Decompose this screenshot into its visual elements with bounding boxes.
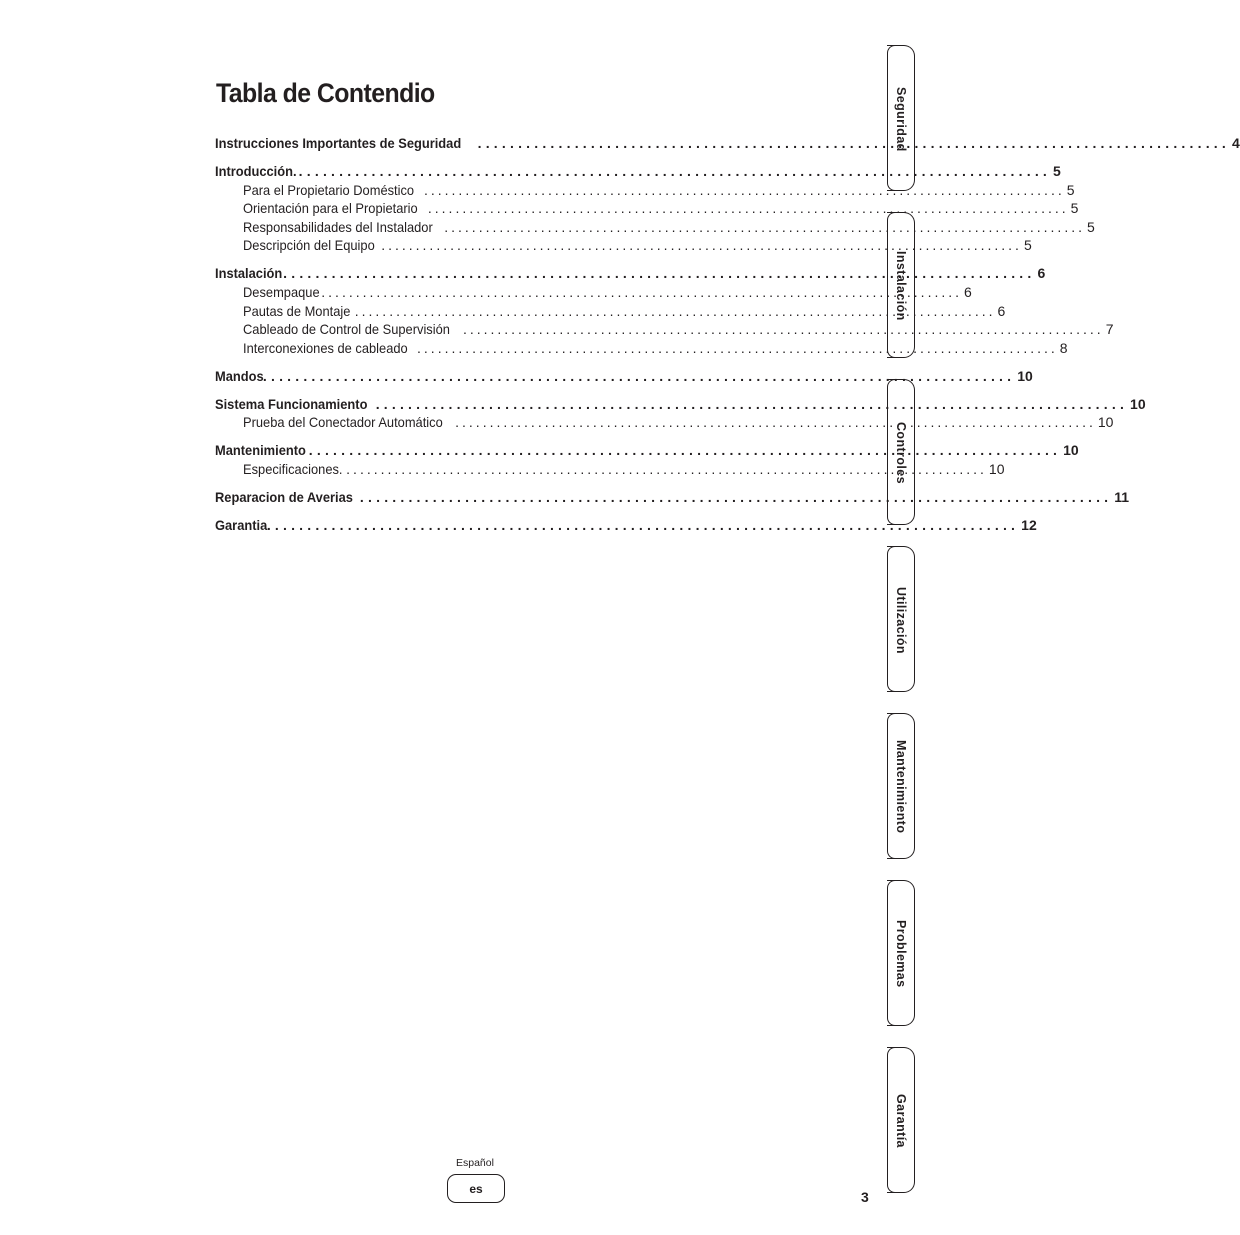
toc-page-number: 5 <box>1066 181 1075 198</box>
side-tab-label: Controles <box>894 422 908 484</box>
page-title: Tabla de Contendio <box>216 78 435 108</box>
toc-entry-label: Cableado de Control de Supervisión <box>243 321 450 338</box>
toc-page-number: 6 <box>964 283 972 300</box>
side-tab-label: Instalación <box>894 251 908 321</box>
toc-page-number: 5 <box>1023 237 1032 254</box>
toc-entry-label: Introducción. <box>215 162 297 179</box>
side-tab-controles[interactable] <box>887 379 915 525</box>
toc-entry-label: Especificaciones. <box>243 460 343 477</box>
toc-subentry[interactable] <box>215 413 1114 432</box>
toc-entry[interactable] <box>215 488 1130 507</box>
toc-subentry[interactable] <box>215 199 1079 218</box>
toc-entry-label: Sistema Funcionamiento <box>215 395 368 412</box>
toc-dot-leader: ............................................................................................. <box>262 367 1016 384</box>
toc-page-number: 10 <box>1017 367 1033 384</box>
toc-entry-label: Orientación para el Propietario <box>243 200 418 217</box>
toc-page-number: 10 <box>1130 395 1146 412</box>
toc-dot-leader: ............................................................................................. <box>298 162 1052 179</box>
toc-entry-label: Desempaque <box>243 283 320 300</box>
toc-entry-label: Garantia <box>215 516 268 533</box>
toc-entry-label: Pautas de Montaje <box>243 302 351 319</box>
toc-entry-label: Responsabilidades del Instalador <box>243 218 433 235</box>
toc-entry[interactable] <box>215 367 1033 386</box>
toc-subentry[interactable] <box>215 460 1005 479</box>
toc-entry-label: Prueba del Conectador Automático <box>243 414 443 431</box>
toc-entry[interactable] <box>215 516 1037 535</box>
page-number: 3 <box>861 1189 869 1205</box>
language-code: es <box>469 1181 483 1196</box>
toc-page-number: 12 <box>1021 516 1037 533</box>
toc-entry[interactable] <box>215 134 1240 153</box>
side-tab-mantenimiento[interactable] <box>887 713 915 859</box>
toc-subentry[interactable] <box>215 339 1068 358</box>
toc-dot-leader: ............................................................................................. <box>346 460 987 477</box>
toc-page-number: 10 <box>1097 414 1114 431</box>
side-tab-label: Problemas <box>894 920 908 988</box>
side-tab-label: Utilización <box>894 586 908 654</box>
side-tab-label: Garantía <box>894 1094 908 1148</box>
side-tab-garantia[interactable] <box>887 1047 915 1193</box>
toc-entry-label: Mantenimiento <box>215 442 306 459</box>
toc-entry[interactable] <box>215 264 1046 283</box>
toc-page-number: 5 <box>1053 162 1061 179</box>
toc-page-number: 7 <box>1105 321 1114 338</box>
toc-entry-label: Mandos <box>215 367 264 384</box>
toc-page-number: 6 <box>997 302 1006 319</box>
language-badge[interactable] <box>447 1174 505 1203</box>
toc-dot-leader: ............................................................................................. <box>266 516 1020 533</box>
language-caption: Español <box>456 1157 494 1169</box>
toc-dot-leader: ............................................................................................. <box>359 488 1113 505</box>
side-tab-instalacion[interactable] <box>887 212 915 358</box>
toc-entry-label: Reparacion de Averias <box>215 488 353 505</box>
toc-page-number: 4 <box>1231 135 1240 151</box>
side-tab-problemas[interactable] <box>887 880 915 1026</box>
toc-dot-leader: ............................................................................................. <box>423 181 1065 198</box>
toc-page-number: 5 <box>1070 200 1079 217</box>
side-tab-utilizacion[interactable] <box>887 546 915 692</box>
toc-dot-leader: ............................................................................................. <box>477 135 1230 151</box>
toc-dot-leader: ............................................................................................. <box>427 200 1069 217</box>
toc-subentry[interactable] <box>215 283 972 302</box>
toc-page-number: 8 <box>1059 339 1068 356</box>
toc-page-number: 10 <box>1063 442 1079 459</box>
toc-entry[interactable] <box>215 162 1061 181</box>
toc-dot-leader: ............................................................................................. <box>381 237 1022 254</box>
toc-entry-label: Para el Propietario Doméstico <box>243 181 415 198</box>
toc-subentry[interactable] <box>215 236 1032 255</box>
toc-entry-label: Descripción del Equipo <box>243 237 375 254</box>
toc-page-number: 10 <box>988 460 1005 477</box>
side-tab-label: Mantenimiento <box>894 740 908 834</box>
toc-dot-leader: ............................................................................................. <box>462 321 1104 338</box>
toc-page-number: 11 <box>1114 488 1130 505</box>
toc-subentry[interactable] <box>215 302 1006 321</box>
toc-dot-leader: ............................................................................................. <box>455 414 1096 431</box>
toc-dot-leader: ............................................................................................. <box>283 265 1036 282</box>
toc-page-number: 6 <box>1037 265 1046 282</box>
side-tab-seguridad[interactable] <box>887 45 915 191</box>
toc-dot-leader: ............................................................................................. <box>417 339 1058 356</box>
toc-subentry[interactable] <box>215 218 1095 237</box>
toc-entry-label: Interconexiones de cableado <box>243 339 408 356</box>
toc-entry-label: Instalación <box>215 265 283 282</box>
toc-dot-leader: ............................................................................................. <box>444 218 1085 235</box>
toc-entry[interactable] <box>215 441 1079 460</box>
toc-dot-leader: ............................................................................................. <box>375 395 1129 412</box>
toc-entry[interactable] <box>215 395 1146 414</box>
toc-page-number: 5 <box>1087 218 1095 235</box>
toc-dot-leader: ............................................................................................. <box>354 302 996 319</box>
side-tab-label: Seguridad <box>894 86 908 152</box>
toc-dot-leader: ............................................................................................. <box>321 283 963 300</box>
toc-entry-label: Instrucciones Importantes de Seguridad <box>215 135 462 151</box>
toc-subentry[interactable] <box>215 320 1114 339</box>
toc-dot-leader: ............................................................................................. <box>308 442 1062 459</box>
toc-subentry[interactable] <box>215 181 1075 200</box>
